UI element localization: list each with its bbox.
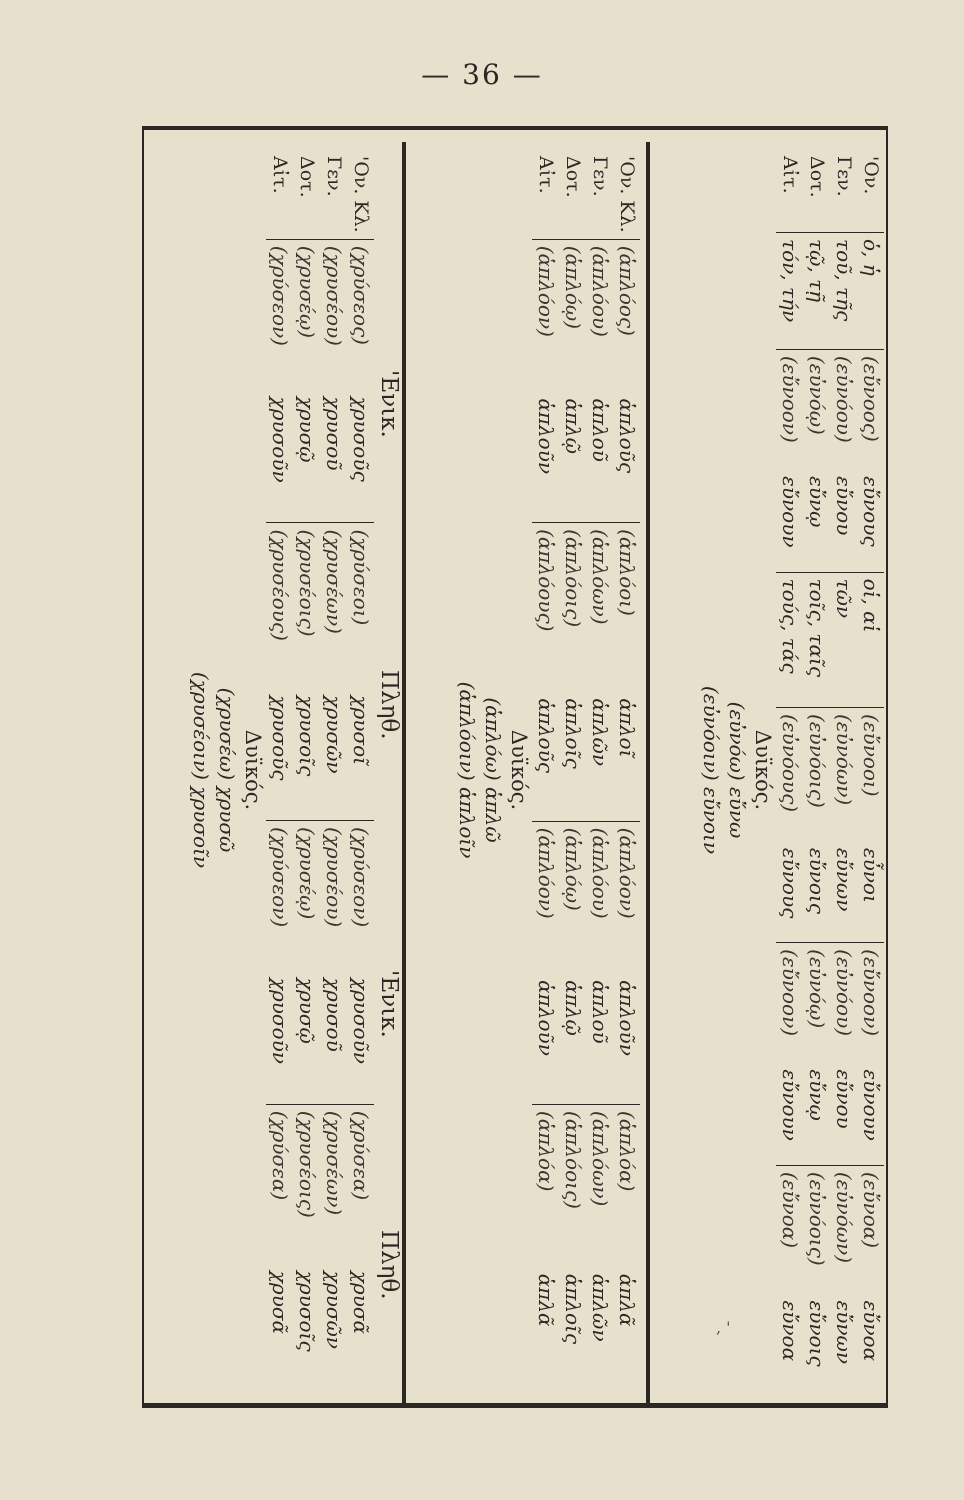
table-cell: εὔνουν [857,1063,884,1165]
table-cell: ἁπλοῦ [586,974,613,1104]
table-cell: (εὔνοος) [859,355,883,442]
section-divider [646,142,650,1404]
header-plural: Πληθ. [376,1230,402,1300]
table-cell: (εὔνοον) [778,355,802,443]
table-cell: χρυσῶν [320,689,347,820]
dual-line: (ἁπλόω) ἁπλῶ [481,697,505,843]
table-cell: ἁπλοῦς [613,392,640,522]
dual-title: Δυϊκός. [241,729,265,811]
table-cell: εὔνους [857,470,884,572]
header-singular: 'Ενικ. [376,370,402,438]
case-label: Δοτ. [293,150,320,239]
table-cell: χρυσοῦ [320,972,347,1104]
table-cell: (χρυσέοις) [295,1110,319,1218]
table-cell: (χρυσέου) [322,245,346,346]
dual-line: (εὐνόω) εὔνω [725,701,749,839]
table-cell: (εὔνοα) [859,1171,883,1249]
table-cell: (εὐνόου) [832,355,856,443]
table-cell: (εὐνόους) [778,714,802,813]
table-cell: ἁπλῶν [588,1273,612,1342]
dual-block [698,150,776,1390]
column-headers [374,150,402,1390]
stray-mark: , ' [716,1318,731,1337]
table-cell: χρυσοῦ [320,391,347,523]
table-cell: εὔνου [830,1063,857,1165]
page-number: — 36 — [421,58,543,91]
dual-block [454,150,532,1390]
table-cell: (εὔνοον) [778,949,802,1037]
table-cell: χρυσῶν [322,1270,346,1349]
table-cell: (ἁπλόον) [615,827,639,919]
table-cell: (χρύσεα) [268,1110,292,1201]
article-cell: τόν, τήν [776,233,803,350]
declension-section-haplous [454,150,640,1390]
dual-line: (χρυσέω) χρυσῶ [215,687,239,853]
case-label: 'Ον. [857,150,884,233]
table-cell: ἁπλοῦν [532,392,559,522]
declension-section-chrysous [188,150,402,1390]
table-row [559,150,586,1390]
table-cell: εὔνοα [778,1300,802,1362]
table-row [293,150,320,1390]
article-cell: ὁ, ἡ [857,233,884,350]
table-cell: (χρύσεον) [349,826,373,928]
table-row [613,150,640,1390]
table-cell: (εὐνόοις) [805,1171,829,1266]
case-label: Γεν. [586,150,613,239]
case-label: Αἰτ. [266,150,293,239]
case-label: Δοτ. [559,150,586,239]
table-cell: ἁπλῶν [586,692,613,821]
table-cell: εὔνοις [805,1300,829,1367]
table-cell: εὔνῳ [803,470,830,572]
dual-block [188,150,266,1390]
table-cell: εὔνουν [776,470,803,572]
table-cell: (εὐνόων) [832,1171,856,1264]
table-cell: εὖνοι [857,842,884,943]
table-cell: χρυσᾶ [349,1270,373,1335]
table-cell: χρυσοῦς [347,391,374,523]
table-cell: (ἁπλόα) [615,1110,639,1192]
article-cell: τῶν [830,572,857,707]
dual-line: (εὐνόοιν) εὔνοιν [699,685,723,855]
table-cell: εὔνῳ [803,1063,830,1165]
table-cell: ἁπλοῦν [613,974,640,1104]
case-label: Αἰτ. [776,150,803,233]
table-cell: εὔνοα [859,1300,883,1362]
declension-section-eunous [698,150,884,1390]
declension-table [266,150,374,1390]
table-cell: (εὐνόοις) [805,714,829,808]
table-cell: (εὐνόῳ) [805,949,829,1029]
table-cell: (ἁπλόου) [588,245,612,337]
table-cell: (χρυσέοις) [295,529,319,637]
table-cell: εὔνων [832,1300,856,1364]
table-row [803,150,830,1390]
article-cell: τῷ, τῇ [803,233,830,350]
table-cell: χρυσοῦν [266,391,293,523]
table-cell: εὔνου [830,470,857,572]
dual-title: Δυϊκός. [507,729,531,811]
table-cell: (χρύσεος) [349,245,373,345]
table-cell: (ἁπλόων) [588,529,612,625]
table-cell: εὔνοις [803,842,830,943]
table-cell: (χρυσέου) [322,826,346,928]
table-cell: ἁπλοῦς [532,692,559,821]
table-cell: ἁπλοῖς [561,1273,585,1345]
case-label: Γεν. [320,150,347,239]
article-cell: οἱ, αἱ [857,572,884,707]
table-cell: χρυσῷ [293,391,320,523]
table-row [857,150,884,1390]
table-cell: (ἁπλόῳ) [561,245,585,329]
table-row [776,150,803,1390]
case-label: 'Ον. Κλ. [347,150,374,239]
table-cell: χρυσοῦν [266,972,293,1104]
table-cell: ἁπλᾶ [534,1273,558,1327]
table-row [532,150,559,1390]
dual-line: (ἁπλόοιν) ἁπλοῖν [455,681,479,859]
table-cell: ἁπλοῖς [559,692,586,821]
table-cell: ἁπλοῖ [613,692,640,821]
table-cell: (εὐνόῳ) [805,355,829,435]
table-cell: χρυσοῖ [347,689,374,820]
table-cell: (ἁπλόος) [615,245,639,336]
table-cell: (χρύσεον) [268,826,292,928]
table-cell: (χρύσεα) [349,1110,373,1201]
table-cell: (εὔνοον) [859,949,883,1037]
table-cell: (ἁπλόοις) [561,529,585,628]
table-cell: χρυσᾶ [268,1270,292,1335]
table-cell: ἁπλοῦν [532,974,559,1104]
table-cell: εὔνων [830,842,857,943]
table-cell: (εὔνοα) [778,1171,802,1249]
case-label: Αἰτ. [532,150,559,239]
dual-title: Δυϊκός. [751,729,775,811]
table-cell: εὔνουν [776,1063,803,1165]
table-row [266,150,293,1390]
dual-line: (χρυσέοιν) χρυσοῖν [189,671,213,869]
case-label: 'Ον. Κλ. [613,150,640,239]
header-plural: Πληθ. [376,670,402,740]
table-cell: (ἁπλόου) [588,827,612,919]
table-cell: (χρυσέων) [322,1110,346,1216]
table-cell: χρυσοῦν [347,972,374,1104]
table-cell: (ἁπλόοι) [615,529,639,616]
table-cell: (ἁπλόους) [534,529,558,632]
table-cell: (εὐνόων) [832,714,856,806]
table-cell: χρυσοῖς [295,1270,319,1352]
table-cell: χρυσοῦς [266,689,293,820]
table-cell: (εὔνοοι) [859,714,883,797]
table-cell: (ἁπλόοις) [561,1110,585,1209]
table-row [320,150,347,1390]
declension-table [776,150,884,1390]
table-cell: (ἁπλόον) [534,827,558,919]
table-cell: (εὐνόου) [832,949,856,1037]
table-row [347,150,374,1390]
table-cell: ἁπλῷ [559,392,586,522]
table-cell: ἁπλοῦ [586,392,613,522]
table-cell: ἁπλᾶ [615,1273,639,1327]
table-cell: (χρυσέους) [268,529,292,641]
table-cell: ἁπλῷ [559,974,586,1104]
table-cell: (ἁπλόον) [534,245,558,337]
table-cell: εὔνους [776,842,803,943]
case-label: Δοτ. [803,150,830,233]
table-cell: (χρύσεον) [268,245,292,346]
header-singular: 'Ενικ. [376,970,402,1038]
table-cell: (ἁπλόα) [534,1110,558,1192]
table-cell: χρυσοῖς [293,689,320,820]
article-cell: τοῖς, ταῖς [803,572,830,707]
table-cell: (ἁπλόων) [588,1110,612,1207]
table-cell: (χρυσέῳ) [295,826,319,920]
declension-table [532,150,640,1390]
case-label: Γεν. [830,150,857,233]
table-cell: χρυσῷ [293,972,320,1104]
table-cell: (χρυσέῳ) [295,245,319,339]
table-cell: (χρυσέων) [322,529,346,634]
section-divider [402,142,406,1404]
table-cell: (χρύσεοι) [349,529,373,626]
article-cell: τούς, τάς [776,572,803,707]
article-cell: τοῦ, τῆς [830,233,857,350]
table-row [586,150,613,1390]
table-cell: (ἁπλόῳ) [561,827,585,911]
table-row [830,150,857,1390]
